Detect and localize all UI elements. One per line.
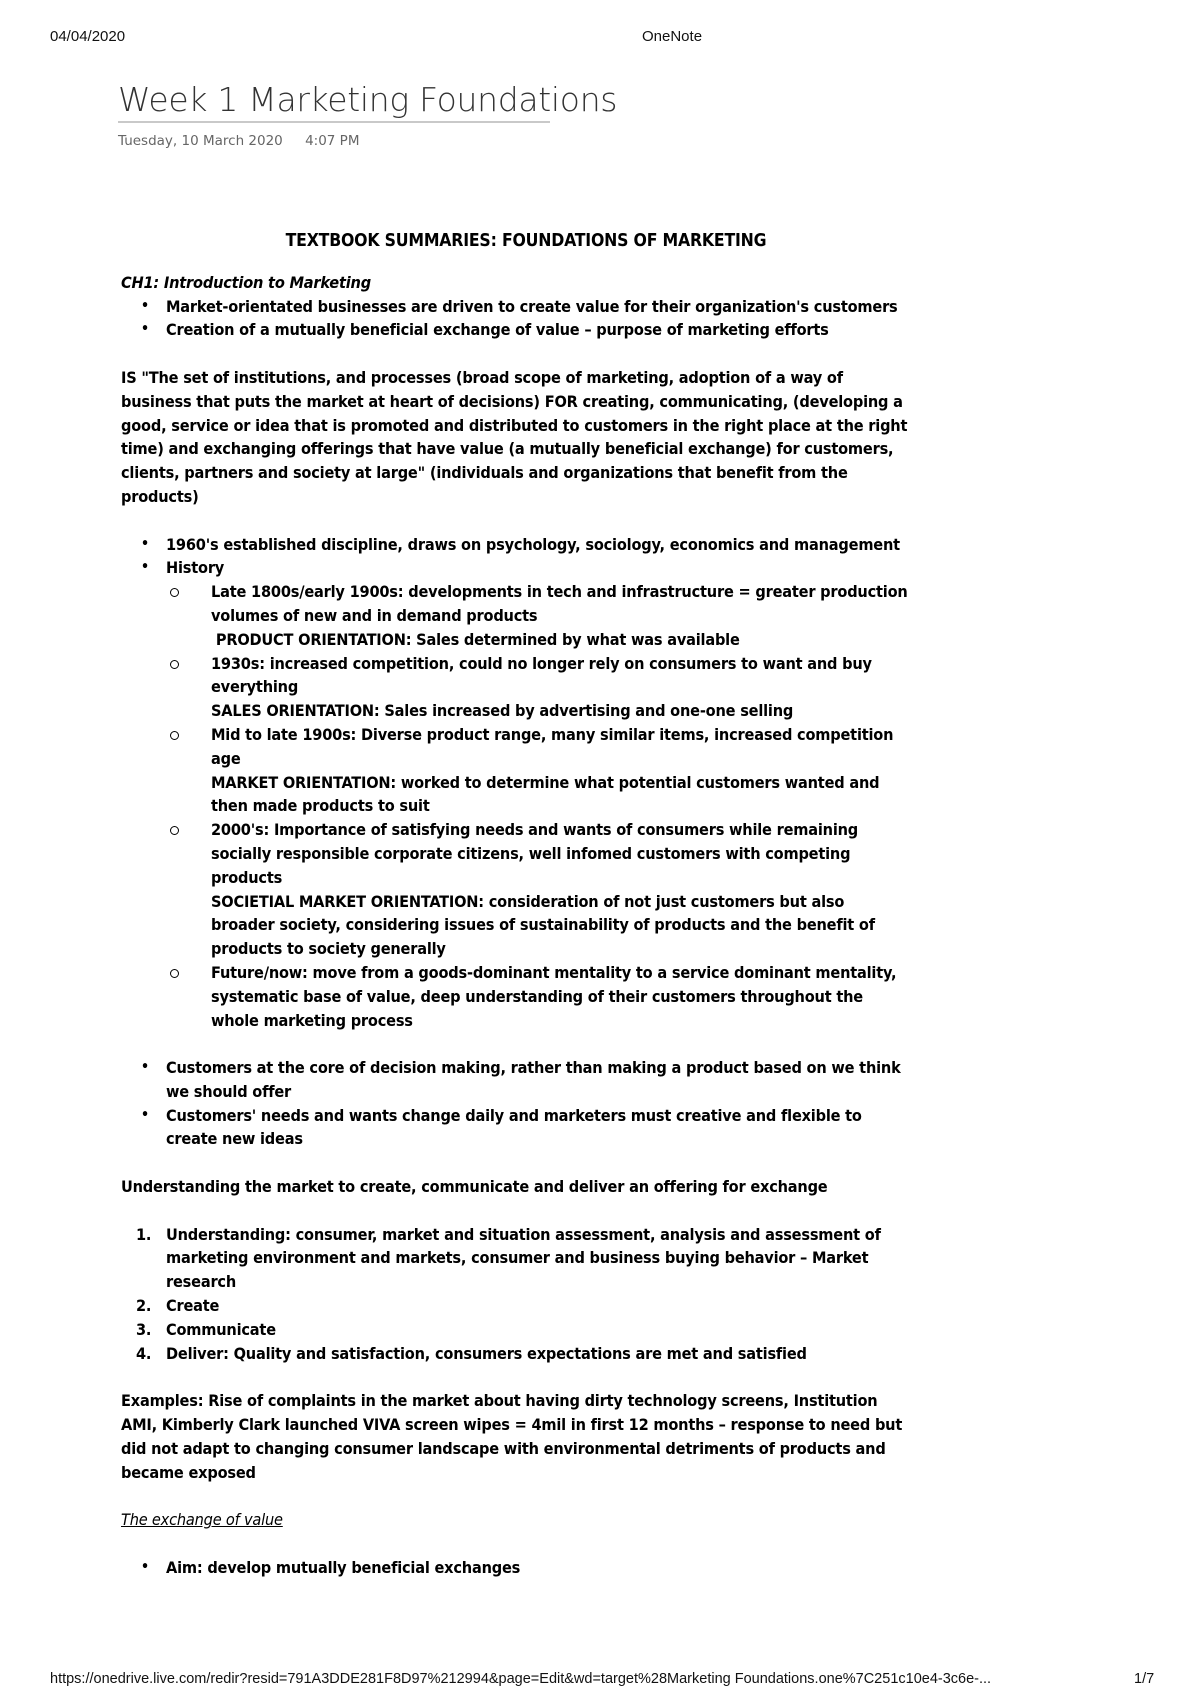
definition-paragraph: IS "The set of institutions, and processes (broad scope of marketing, adoption of a way of business that puts the market at heart of decisions) FOR creating, communicating, (developing a good, service or idea that is promoted and distributed to customers in the right place at the right time) and exchanging offerings that have value (a mutually beneficial exchange) for customers, clients, partners and society at large" (individuals and organizations that benefit from the products) <box>121 367 908 506</box>
customer-list <box>121 1056 911 1151</box>
title-underline <box>118 121 550 123</box>
note-time: 4:07 PM <box>305 133 360 149</box>
chapter-heading: CH1: Introduction to Marketing <box>121 272 371 292</box>
note-timestamp <box>118 133 377 149</box>
page-title: Week 1 Marketing Foundations <box>118 80 618 119</box>
orientation-label: MARKET ORIENTATION: worked to determine what potential customers wanted and then made products to suit <box>211 772 880 816</box>
history-sublist <box>166 580 911 1032</box>
understanding-heading: Understanding the market to create, communicate and deliver an offering for exchange <box>121 1177 828 1197</box>
orientation-label: SALES ORIENTATION: Sales increased by advertising and one-one selling <box>211 701 794 721</box>
app-name: OneNote <box>642 28 703 45</box>
examples-paragraph: Examples: Rise of complaints in the market about having dirty technology screens, Institution AMI, Kimberly Clark launched VIVA screen wipes = 4mil in first 12 months – response to need but did not adapt to changing consumer landscape with environmental detriments of products and became exposed <box>121 1391 903 1482</box>
history-label: History <box>166 558 225 578</box>
page-url-link[interactable]: https://onedrive.live.com/redir?resid=791A3DDE281F8D97%212994&page=Edit&wd=target%28Marketing Foundations.one%7C251c10e4-3c6e-... <box>50 1671 992 1687</box>
exchange-heading: The exchange of value <box>121 1510 283 1530</box>
step-item: 4. Deliver: Quality and satisfaction, consumers expectations are met and satisfied <box>136 1343 807 1363</box>
history-list <box>121 533 911 1033</box>
list-item: • Aim: develop mutually beneficial exchanges <box>121 1556 911 1580</box>
steps-list <box>121 1223 911 1366</box>
page-number: 1/7 <box>1134 1671 1155 1687</box>
history-item: Future/now: move from a goods-dominant mentality to a service dominant mentality, systematic base of value, deep understanding of their customers throughout the whole marketing process <box>166 961 911 1032</box>
exchange-list <box>121 1556 911 1580</box>
step-item: 3. Communicate <box>136 1319 276 1339</box>
list-item: • Customers at the core of decision making, rather than making a product based on we think we should offer <box>121 1056 911 1104</box>
list-item: • Creation of a mutually beneficial exchange of value – purpose of marketing efforts <box>121 318 911 342</box>
list-item: • Market-orientated businesses are driven to create value for their organization's customers <box>121 295 911 319</box>
note-body <box>121 230 911 1580</box>
history-item: Mid to late 1900s: Diverse product range, many similar items, increased competition age MARKET ORIENTATION: worked to determine what potential customers wanted and then made products to suit <box>166 723 911 818</box>
history-item: 2000's: Importance of satisfying needs and wants of consumers while remaining socially responsible corporate citizens, well infomed customers with competing products SOCIETIAL MARKET ORIENTATION: consideration of not just customers but also broader society, considering issues of sustainability of products and the benefit of products to society generally <box>166 818 911 961</box>
step-item: 1. Understanding: consumer, market and situation assessment, analysis and assessment of marketing environment and markets, consumer and business buying behavior – Market research <box>136 1224 881 1292</box>
print-date: 04/04/2020 <box>50 28 126 45</box>
intro-list <box>121 295 911 343</box>
note-date: Tuesday, 10 March 2020 <box>118 133 283 149</box>
list-item: • 1960's established discipline, draws on psychology, sociology, economics and management <box>121 533 911 557</box>
orientation-label: PRODUCT ORIENTATION: Sales determined by what was available <box>211 629 740 649</box>
section-heading: TEXTBOOK SUMMARIES: FOUNDATIONS OF MARKETING <box>285 231 767 251</box>
history-item: 1930s: increased competition, could no longer rely on consumers to want and buy everything SALES ORIENTATION: Sales increased by advertising and one-one selling <box>166 652 911 723</box>
orientation-label: SOCIETIAL MARKET ORIENTATION: consideration of not just customers but also broader society, considering issues of sustainability of products and the benefit of products to society generally <box>211 891 875 959</box>
history-item: Late 1800s/early 1900s: developments in tech and infrastructure = greater production volumes of new and in demand products PRODUCT ORIENTATION: Sales determined by what was available <box>166 580 911 651</box>
list-item-history <box>121 556 911 1032</box>
step-item: 2. Create <box>136 1296 220 1316</box>
list-item: • Customers' needs and wants change daily and marketers must creative and flexible to create new ideas <box>121 1104 911 1152</box>
